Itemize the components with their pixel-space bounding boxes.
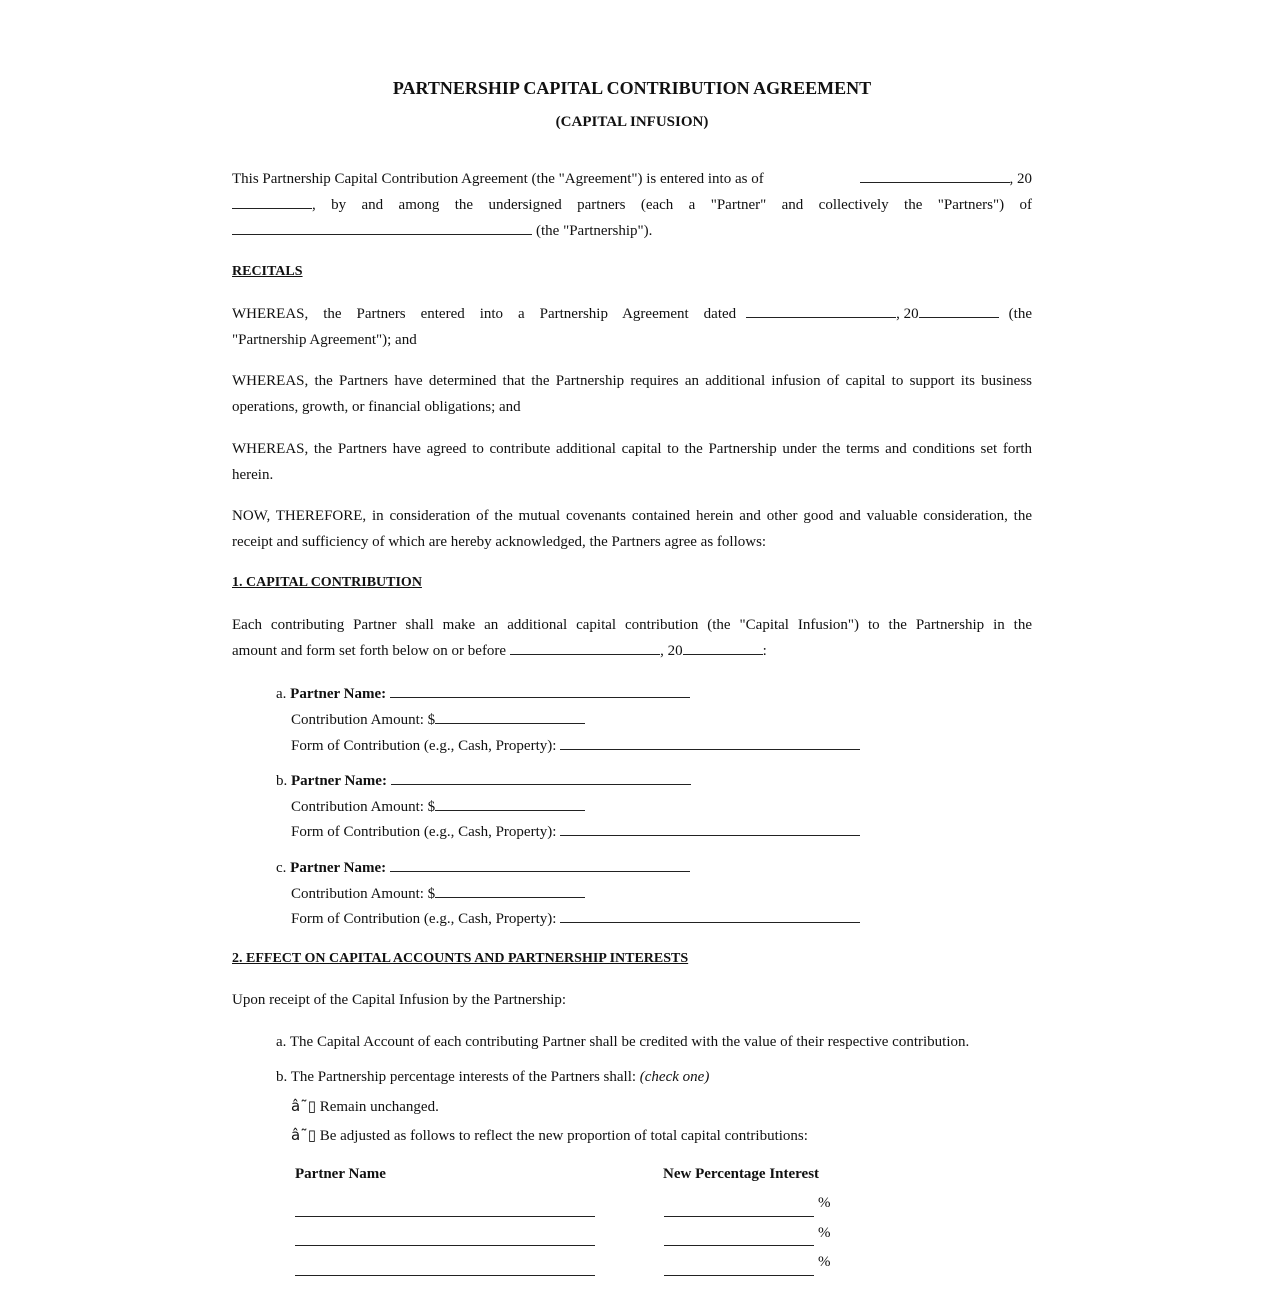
- whereas-3: WHEREAS, the Partners have agreed to contribute additional capital to the Partnership under the terms and conditions set forth herein.: [232, 441, 1032, 483]
- table-row-percentage-field[interactable]: [664, 1216, 814, 1217]
- section-2-item-a: a. The Capital Account of each contributing Partner shall be credited with the value of their respective contribution.: [276, 1034, 970, 1050]
- recitals-heading: RECITALS: [232, 264, 303, 279]
- section-2-item-b: [276, 1069, 709, 1086]
- percent-sign: %: [818, 1195, 831, 1211]
- col-header-partner-name: Partner Name: [295, 1166, 386, 1182]
- contribution-amount-label: Contribution Amount: $: [291, 712, 436, 728]
- contribution-form-label: Form of Contribution (e.g., Cash, Property):: [291, 824, 557, 840]
- table-row-percentage-field[interactable]: [664, 1275, 814, 1276]
- whereas-1: [232, 301, 1032, 353]
- percent-sign: %: [818, 1225, 831, 1241]
- contribution-amount-label: Contribution Amount: $: [291, 799, 436, 815]
- section-1-text-a: Each contributing Partner shall make an additional capital contribution (the "Capital Infusion") to the Partnership in the: [232, 617, 1032, 633]
- contribution-amount-label: Contribution Amount: $: [291, 886, 436, 902]
- partner-name-field[interactable]: [390, 857, 690, 872]
- percent-sign: %: [818, 1254, 831, 1270]
- contribution-amount-row-a: [291, 709, 585, 729]
- contribution-year-field[interactable]: [683, 640, 763, 655]
- intro-paragraph: [232, 166, 1032, 244]
- partner-name-label: Partner Name:: [290, 686, 387, 702]
- section-1-text-b: amount and form set forth below on or before: [232, 643, 507, 659]
- year-field[interactable]: [232, 194, 312, 209]
- contribution-amount-row-c: [291, 883, 585, 903]
- whereas-1-text-b: "Partnership Agreement"); and: [232, 332, 417, 348]
- option-adjusted-label: Be adjusted as follows to reflect the new proportion of total capital contributions:: [319, 1128, 808, 1144]
- contribution-form-field[interactable]: [560, 735, 860, 750]
- partner-name-field[interactable]: [391, 770, 691, 785]
- whereas-1-the: (the: [1008, 306, 1032, 322]
- document-subtitle: (CAPITAL INFUSION): [555, 114, 709, 130]
- agreement-date-field[interactable]: [746, 303, 896, 318]
- partnership-name-field[interactable]: [232, 220, 532, 235]
- checkbox-icon[interactable]: â˜▯: [291, 1097, 316, 1115]
- option-adjusted[interactable]: [291, 1126, 808, 1145]
- section-1-paragraph: [232, 612, 1032, 664]
- partner-name-label: Partner Name:: [290, 860, 387, 876]
- partner-entry-b: [276, 770, 691, 790]
- contribution-form-row-b: [291, 821, 860, 841]
- agreement-year-field[interactable]: [919, 303, 999, 318]
- intro-text-2: , by and among the undersigned partners (each a "Partner" and collectively the "Partners") of: [312, 197, 1032, 213]
- section-1-colon: :: [762, 643, 767, 659]
- contribution-date-field[interactable]: [510, 640, 660, 655]
- contribution-form-field[interactable]: [560, 821, 860, 836]
- whereas-1-year-label: , 20: [896, 306, 919, 322]
- partner-letter: c.: [276, 860, 287, 876]
- now-therefore: NOW, THEREFORE, in consideration of the mutual covenants contained herein and other good and valuable consideration, the receipt and sufficiency of which are hereby acknowledged, the Partners agree as follows:: [232, 508, 1032, 550]
- contribution-form-label: Form of Contribution (e.g., Cash, Property):: [291, 738, 557, 754]
- intro-text-3: (the "Partnership").: [536, 223, 653, 239]
- option-remain-label: Remain unchanged.: [319, 1099, 439, 1115]
- table-row-partner-name-field[interactable]: [295, 1245, 595, 1246]
- contribution-form-field[interactable]: [560, 908, 860, 923]
- section-1-year-label: , 20: [660, 643, 683, 659]
- table-row-percentage-field[interactable]: [664, 1245, 814, 1246]
- partner-entry-a: [276, 683, 690, 703]
- contribution-amount-row-b: [291, 796, 585, 816]
- partner-entry-c: [276, 857, 690, 877]
- contribution-form-row-c: [291, 908, 860, 928]
- document-title: PARTNERSHIP CAPITAL CONTRIBUTION AGREEMENT: [392, 78, 872, 98]
- table-row-partner-name-field[interactable]: [295, 1216, 595, 1217]
- table-row-partner-name-field[interactable]: [295, 1275, 595, 1276]
- section-1-heading: 1. CAPITAL CONTRIBUTION: [232, 575, 422, 590]
- checkbox-icon[interactable]: â˜▯: [291, 1126, 316, 1144]
- col-header-new-percentage: New Percentage Interest: [663, 1166, 820, 1182]
- contribution-amount-field[interactable]: [435, 709, 585, 724]
- intro-year-label: , 20: [1009, 171, 1032, 187]
- contribution-form-row-a: [291, 735, 860, 755]
- whereas-2: WHEREAS, the Partners have determined that the Partnership requires an additional infusion of capital to support its business operations, growth, or financial obligations; and: [232, 373, 1032, 415]
- section-2-heading: 2. EFFECT ON CAPITAL ACCOUNTS AND PARTNERSHIP INTERESTS: [232, 951, 689, 966]
- contribution-amount-field[interactable]: [435, 883, 585, 898]
- partner-name-field[interactable]: [390, 683, 690, 698]
- partner-letter: a.: [276, 686, 287, 702]
- check-one-note: (check one): [639, 1069, 710, 1085]
- whereas-1-text: WHEREAS, the Partners entered into a Partnership Agreement dated: [232, 306, 737, 322]
- date-field[interactable]: [860, 168, 1010, 183]
- section-2-item-b-text: b. The Partnership percentage interests of the Partners shall:: [276, 1069, 637, 1085]
- contribution-form-label: Form of Contribution (e.g., Cash, Property):: [291, 911, 557, 927]
- section-2-intro: Upon receipt of the Capital Infusion by the Partnership:: [232, 992, 567, 1008]
- intro-text-1: This Partnership Capital Contribution Agreement (the "Agreement") is entered into as of: [232, 171, 764, 187]
- option-remain-unchanged[interactable]: [291, 1097, 439, 1116]
- partner-name-label: Partner Name:: [291, 773, 387, 789]
- partner-letter: b.: [276, 773, 288, 789]
- contribution-amount-field[interactable]: [435, 796, 585, 811]
